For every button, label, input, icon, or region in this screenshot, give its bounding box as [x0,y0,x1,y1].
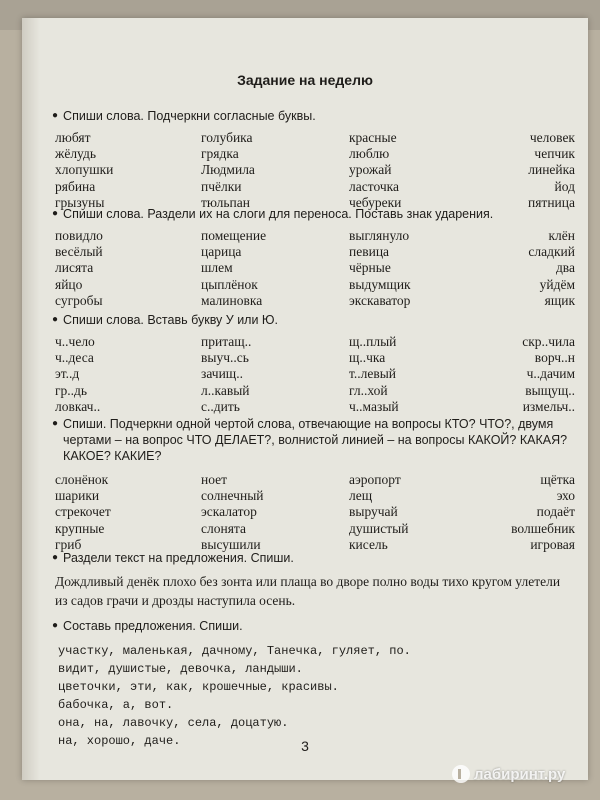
word: ящик [544,292,575,308]
exercise-4 [52,416,575,553]
word: певица [349,244,390,260]
word: ловкач.. [55,398,101,414]
word: весёлый [55,244,103,260]
word: ч..чело [55,334,95,349]
word: аэропорт [349,472,401,487]
word: шарики [55,488,100,504]
word-grid [55,472,575,553]
word: волшебник [511,520,575,536]
word: солнечный [201,488,264,504]
word: любят [55,130,91,145]
word: притащ.. [201,334,252,349]
word: л..кавый [201,382,250,398]
word: гр..дь [55,382,88,398]
word: человек [529,130,575,145]
word: сугробы [55,292,103,308]
word: урожай [349,162,392,178]
word: грызуны [55,194,105,210]
word: хлопушки [55,162,114,178]
word: Людмила [201,162,255,178]
bullet-icon: ● [52,208,59,219]
word: щ..плый [349,334,397,349]
task-instruction: ● Раздели текст на предложения. Спиши. [52,551,294,565]
word: ноет [201,472,228,487]
word: скр..чила [522,334,575,349]
word: чёрные [349,260,391,276]
exercise-3 [52,312,575,415]
sentence-line: она, на, лавочку, села, доцатую. [58,716,289,730]
task-instruction: ● Составь предложения. Спиши. [52,619,243,633]
word: высушили [201,536,261,552]
word: щётка [540,472,575,487]
page-spine-shadow [22,18,40,780]
word: лисята [55,260,94,276]
word: выручай [349,504,398,520]
word: выдумщик [349,276,411,292]
book-page [22,18,588,780]
word: два [555,260,575,276]
word-grid [55,228,575,309]
sentence-line: бабочка, а, вот. [58,698,174,712]
word: слонята [201,520,246,536]
word: измельч.. [522,398,575,414]
word: люблю [349,146,390,162]
bullet-icon: ● [52,418,59,429]
word: тюльпан [201,194,250,210]
word: рябина [55,178,96,194]
bullet-icon: ● [52,552,59,563]
word: малиновка [201,292,263,308]
word: крупные [55,520,105,536]
exercise-1 [52,108,575,211]
word: выуч..сь [201,350,249,366]
word: игровая [530,536,575,552]
word: эскалатор [201,504,257,520]
word: экскаватор [349,292,411,308]
word: ч..деса [55,350,94,366]
watermark-logo: лабиринт.ру [452,762,582,786]
task-instruction: ● Спиши слова. Вставь букву У или Ю. [52,313,279,327]
word: т..левый [349,366,397,382]
sentence-line: на, хорошо, даче. [58,734,181,748]
word: кисель [349,536,388,552]
word: пчёлки [201,178,242,194]
word-grid [55,130,575,211]
word: йод [554,178,575,194]
word: уйдём [539,276,575,292]
bullet-icon: ● [52,314,59,325]
exercise-6 [52,618,572,750]
exercise-2 [52,206,575,309]
word: чебуреки [349,194,402,210]
exercise-text: Дождливый денёк плохо без зонта или плаща во дворе полно воды тихо кругом улетели из садов грачи и дрозды наступила осень. [55,574,561,608]
task-instruction: ● Спиши слова. Подчеркни согласные буквы. [52,109,316,123]
word: ворч..н [534,350,575,366]
word: щ..чка [349,350,386,366]
word: лещ [349,488,373,504]
word: сладкий [528,244,575,260]
word: голубика [201,130,253,145]
word: гл..хой [349,382,388,398]
word: слонёнок [55,472,109,487]
bullet-icon: ● [52,110,59,121]
sentence-line: видит, душистые, девочка, ландыши. [58,662,303,676]
word: пятница [528,194,575,210]
word: с..дить [201,398,240,414]
labyrinth-logo-icon [452,765,470,783]
word: эт..д [55,366,80,382]
task-instruction: ● Спиши слова. Раздели их на слоги для переноса. Поставь знак ударения. [52,207,494,221]
word: линейка [528,162,575,178]
word: зачищ.. [201,366,243,382]
word: стрекочет [55,504,111,520]
word-grid [55,334,575,415]
word: выщущ.. [525,382,575,398]
page-title: Задание на неделю [237,72,373,88]
word: грядка [201,146,239,162]
task-instruction: ● Спиши. Подчеркни одной чертой слова, отвечающие на вопросы КТО? ЧТО?, двумя чертами – на вопрос ЧТО ДЕЛАЕТ?, волнистой линией – на вопросы КАКОЙ? КАКАЯ? КАКОЕ? КАКИЕ? [52,417,568,463]
word: гриб [55,536,82,552]
word: жёлудь [55,146,96,162]
sentence-line: цветочки, эти, как, крошечные, красивы. [58,680,339,694]
word: помещение [201,228,267,243]
word: чепчик [534,146,575,162]
sentence-list [58,642,572,750]
word: яйцо [55,276,83,292]
word: ч..мазый [349,398,399,414]
page-number: 3 [301,738,309,754]
word: эхо [556,488,575,504]
word: ласточка [349,178,399,194]
word: выглянуло [349,228,410,243]
word: ч..дачим [526,366,575,382]
word: царица [201,244,242,260]
word: клён [548,228,575,243]
bullet-icon: ● [52,620,59,631]
word: шлем [201,260,233,276]
word: подаёт [536,504,575,520]
word: цыплёнок [201,276,258,292]
exercise-5 [52,550,572,610]
sentence-line: участку, маленькая, дачному, Танечка, гуляет, по. [58,644,411,658]
word: повидло [55,228,103,243]
word: красные [349,130,397,145]
word: душистый [349,520,409,536]
